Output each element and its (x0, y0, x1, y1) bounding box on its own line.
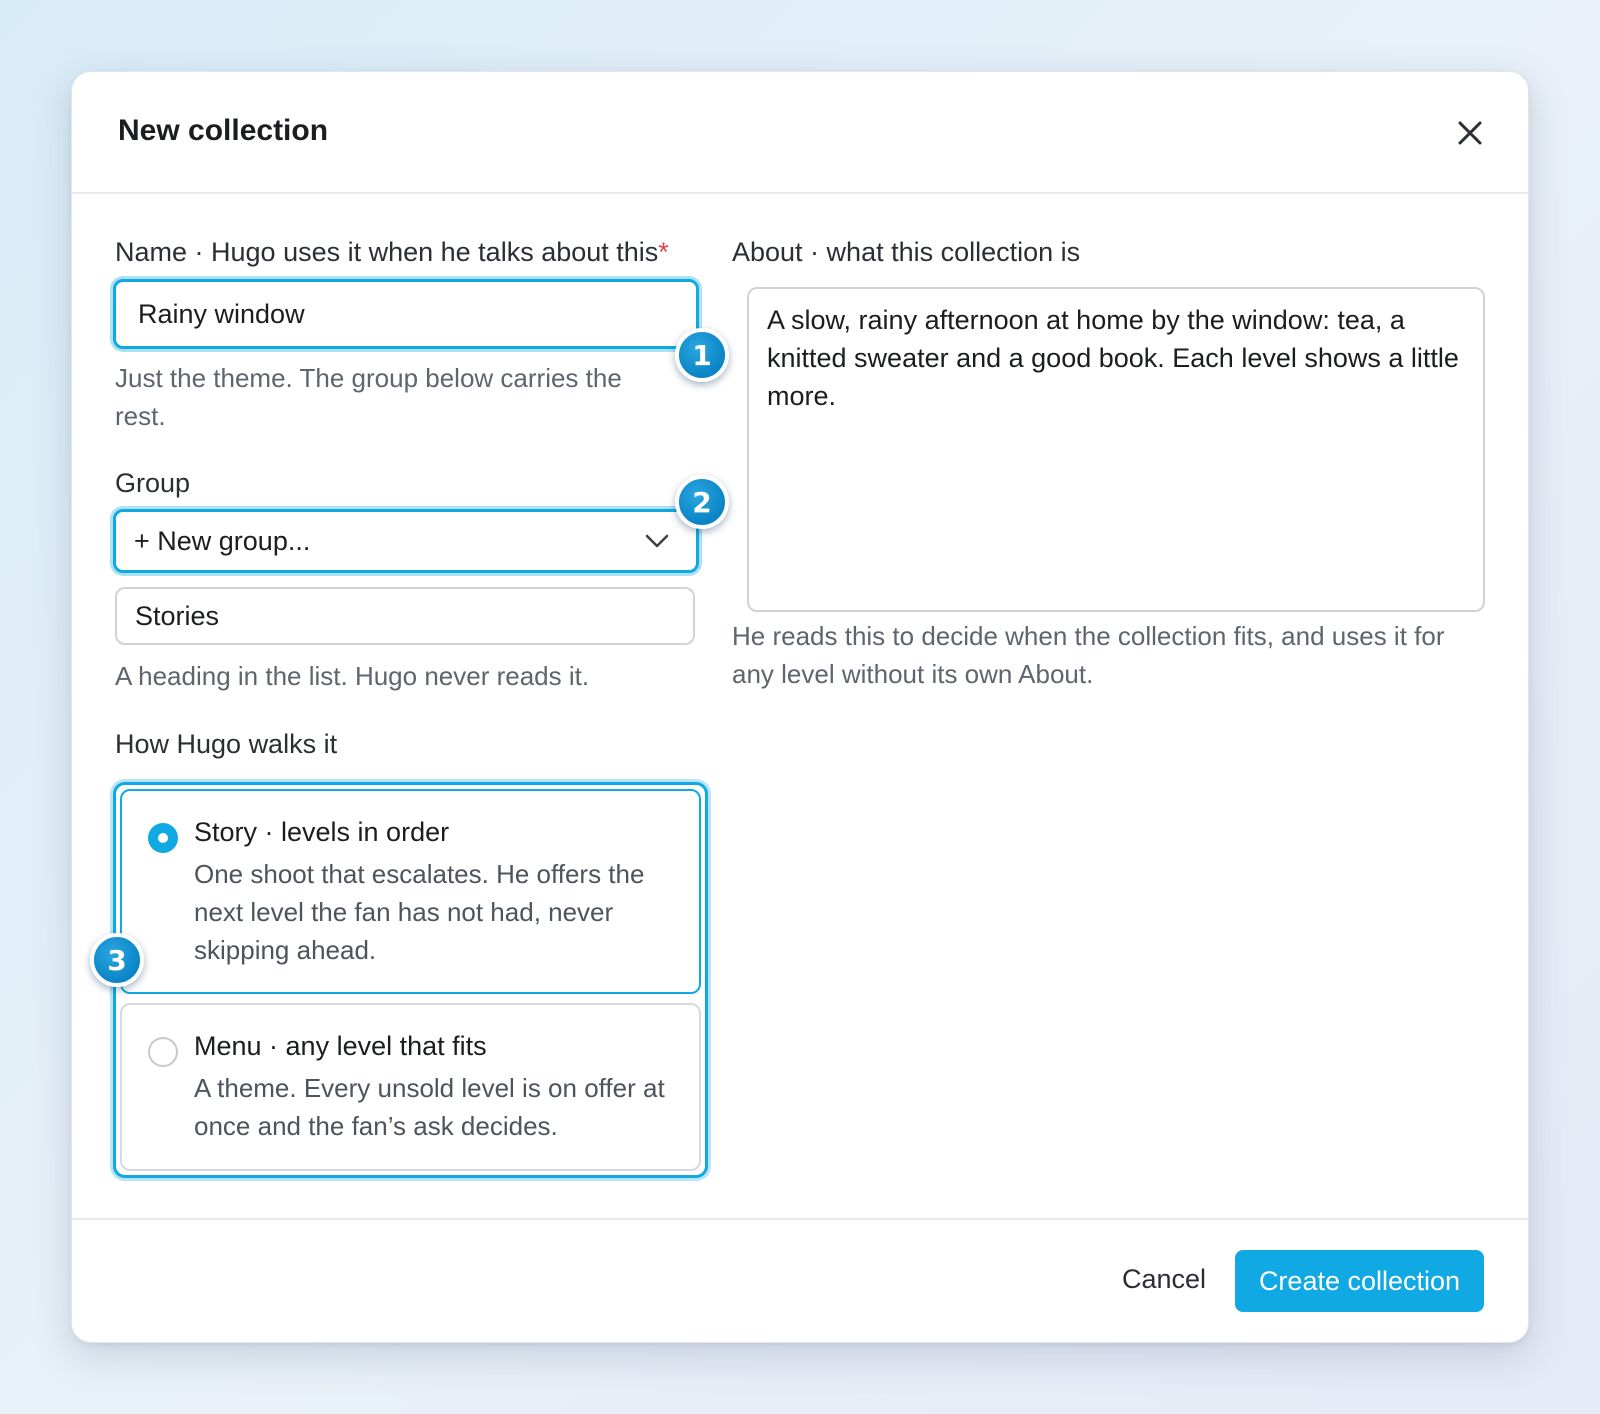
radio-story[interactable] (148, 823, 178, 853)
step-badge-3: 3 (90, 933, 144, 987)
walk-radio-group (113, 782, 708, 1178)
about-textarea[interactable]: A slow, rainy afternoon at home by the window: tea, a knitted sweater and a good book. Each level shows a little more. (747, 287, 1485, 612)
new-collection-dialog (71, 71, 1529, 1343)
option-story-description: One shoot that escalates. He offers the next level the fan has not had, never skipping ahead. (194, 859, 645, 965)
group-select[interactable] (113, 509, 699, 573)
option-story-title: Story · levels in order (194, 817, 450, 847)
name-label (115, 237, 669, 268)
option-menu-description: A theme. Every unsold level is on offer at once and the fan’s ask decides. (194, 1073, 665, 1141)
new-group-input[interactable] (115, 587, 695, 645)
create-collection-button[interactable]: Create collection (1235, 1250, 1484, 1312)
name-input[interactable] (113, 279, 699, 349)
group-hint: A heading in the list. Hugo never reads it. (115, 661, 590, 691)
close-button[interactable] (1452, 115, 1488, 151)
step-badge-1: 1 (675, 328, 729, 382)
about-label: About · what this collection is (732, 237, 1081, 267)
close-icon (1452, 115, 1488, 151)
step-badge-2: 2 (675, 475, 729, 529)
option-menu-title: Menu · any level that fits (194, 1031, 487, 1061)
group-label: Group (115, 468, 191, 498)
cancel-button[interactable]: Cancel (1121, 1264, 1206, 1294)
name-label-text: Name · Hugo uses it when he talks about this (115, 237, 659, 267)
name-input-value: Rainy window (138, 298, 305, 329)
dialog-title: New collection (118, 114, 329, 147)
dialog-header (72, 72, 1528, 194)
group-select-value: + New group... (134, 525, 311, 556)
about-hint: He reads this to decide when the collection fits, and uses it for any level without its own About. (732, 621, 1445, 689)
name-hint: Just the theme. The group below carries the rest. (115, 363, 622, 431)
chevron-down-icon (644, 533, 670, 549)
option-menu[interactable] (120, 1003, 701, 1171)
radio-menu[interactable] (148, 1037, 178, 1067)
new-group-value: Stories (135, 600, 220, 631)
walk-label: How Hugo walks it (115, 729, 338, 759)
option-story[interactable] (120, 789, 701, 994)
required-mark: * (658, 237, 669, 267)
dialog-footer (72, 1218, 1528, 1342)
